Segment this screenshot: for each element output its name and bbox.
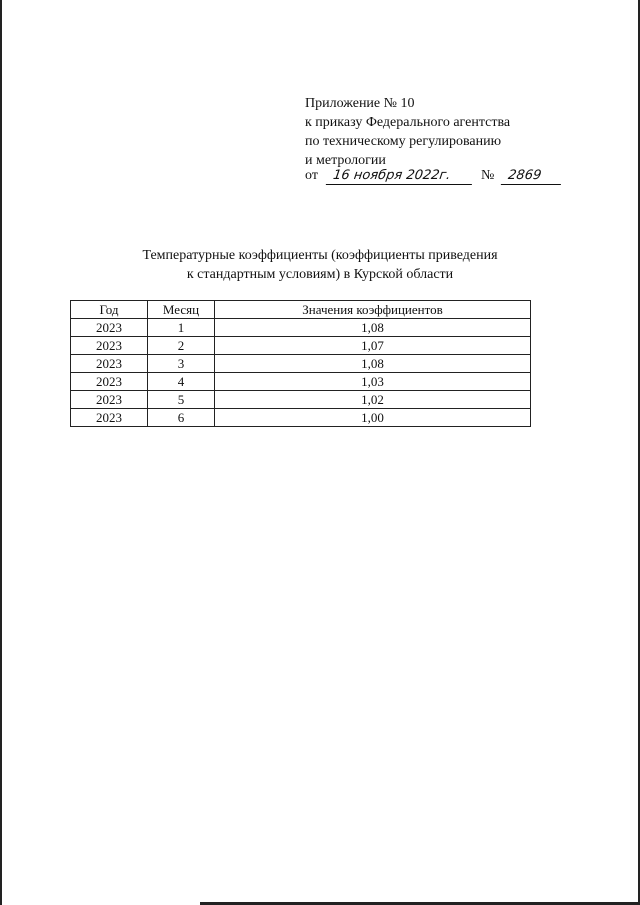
appendix-header bbox=[305, 94, 510, 170]
column-header-coefficient: Значения коэффициентов bbox=[215, 301, 531, 319]
appendix-line: Приложение № 10 bbox=[305, 96, 415, 111]
table-row bbox=[71, 355, 531, 373]
cell-coefficient: 1,00 bbox=[215, 409, 531, 427]
appendix-line: и метрологии bbox=[305, 153, 386, 168]
order-from-label: от bbox=[305, 168, 318, 183]
column-header-month: Месяц bbox=[148, 301, 215, 319]
table-row bbox=[71, 373, 531, 391]
order-number-handwritten: 2869 bbox=[501, 168, 563, 185]
cell-month: 3 bbox=[148, 355, 215, 373]
scan-edge-left bbox=[0, 0, 2, 905]
table-row bbox=[71, 409, 531, 427]
cell-year: 2023 bbox=[71, 355, 148, 373]
cell-month: 4 bbox=[148, 373, 215, 391]
table-header-row bbox=[71, 301, 531, 319]
title-line: к стандартным условиям) в Курской области bbox=[186, 267, 454, 282]
cell-month: 5 bbox=[148, 391, 215, 409]
cell-coefficient: 1,08 bbox=[215, 355, 531, 373]
cell-coefficient: 1,02 bbox=[215, 391, 531, 409]
table-row bbox=[71, 319, 531, 337]
cell-coefficient: 1,08 bbox=[215, 319, 531, 337]
cell-year: 2023 bbox=[71, 337, 148, 355]
appendix-line: к приказу Федерального агентства bbox=[305, 115, 511, 130]
cell-coefficient: 1,03 bbox=[215, 373, 531, 391]
cell-month: 1 bbox=[148, 319, 215, 337]
table-row bbox=[71, 337, 531, 355]
coefficients-table bbox=[70, 300, 531, 427]
column-header-year: Год bbox=[71, 301, 148, 319]
cell-coefficient: 1,07 bbox=[215, 337, 531, 355]
order-number-label: № bbox=[480, 168, 495, 183]
table-row bbox=[71, 391, 531, 409]
order-reference bbox=[305, 168, 562, 185]
cell-year: 2023 bbox=[71, 373, 148, 391]
cell-year: 2023 bbox=[71, 319, 148, 337]
document-title bbox=[60, 246, 580, 284]
appendix-line: по техническому регулированию bbox=[305, 134, 502, 149]
title-line: Температурные коэффициенты (коэффициенты приведения bbox=[142, 248, 498, 263]
order-date-handwritten: 16 ноября 2022г. bbox=[326, 168, 474, 185]
cell-month: 2 bbox=[148, 337, 215, 355]
cell-year: 2023 bbox=[71, 409, 148, 427]
cell-month: 6 bbox=[148, 409, 215, 427]
cell-year: 2023 bbox=[71, 391, 148, 409]
